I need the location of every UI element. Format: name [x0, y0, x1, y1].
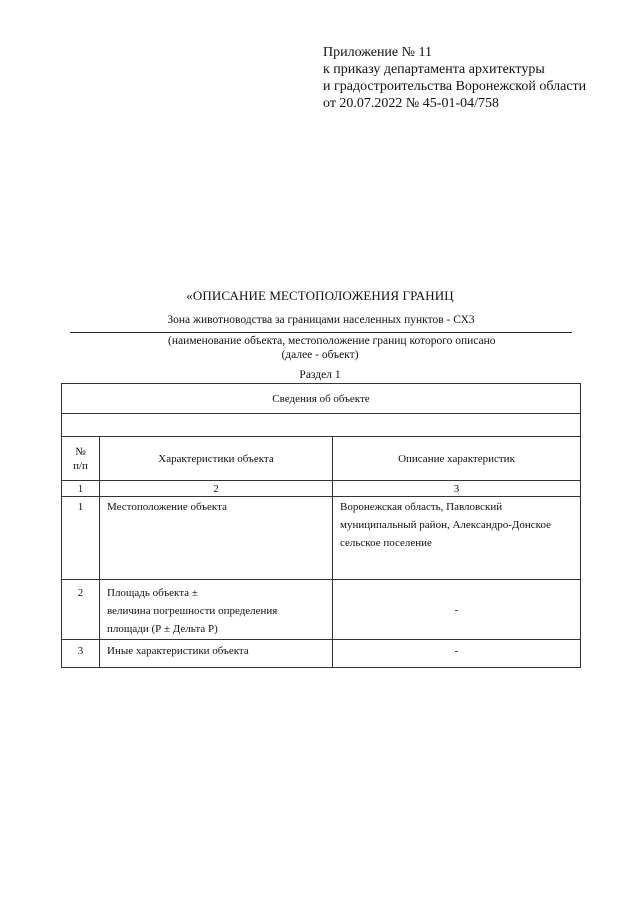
appendix-header [323, 44, 586, 112]
row-characteristic: Иные характеристики объекта [100, 640, 333, 668]
section-title: Раздел 1 [299, 369, 341, 381]
document-title: «ОПИСАНИЕ МЕСТОПОЛОЖЕНИЯ ГРАНИЦ [186, 288, 454, 303]
appendix-line: Приложение № 11 [323, 45, 432, 60]
appendix-line: от 20.07.2022 № 45-01-04/758 [323, 96, 500, 111]
object-name: Зона животноводства за границами населенных пунктов - СХ3 [167, 314, 475, 326]
table-heading: Сведения об объекте [62, 384, 581, 414]
row-description: Воронежская область, Павловский муниципальный район, Александро-Донское сельское поселение [333, 497, 581, 580]
row-characteristic: Площадь объекта ± величина погрешности определения площади (Р ± Дельта Р) [100, 580, 333, 640]
empty-row [62, 414, 581, 437]
table-row [62, 497, 581, 580]
row-number: 2 [62, 580, 100, 640]
header-characteristics: Характеристики объекта [100, 437, 333, 481]
appendix-line: к приказу департамента архитектуры [323, 62, 545, 77]
object-info-table [61, 383, 581, 668]
column-index: 3 [333, 481, 581, 497]
row-description: - [333, 580, 581, 640]
appendix-line: и градостроительства Воронежской области [323, 79, 587, 94]
underline-rule [70, 332, 572, 333]
row-number: 1 [62, 497, 100, 580]
row-description: - [333, 640, 581, 668]
header-description: Описание характеристик [333, 437, 581, 481]
object-caption-continued: (далее - объект) [281, 349, 359, 361]
row-number: 3 [62, 640, 100, 668]
object-caption: (наименование объекта, местоположение границ которого описано [168, 335, 496, 347]
column-index: 1 [62, 481, 100, 497]
table-row [62, 640, 581, 668]
column-index: 2 [100, 481, 333, 497]
table-row [62, 580, 581, 640]
header-number: № п/п [62, 437, 100, 481]
row-characteristic: Местоположение объекта [100, 497, 333, 580]
